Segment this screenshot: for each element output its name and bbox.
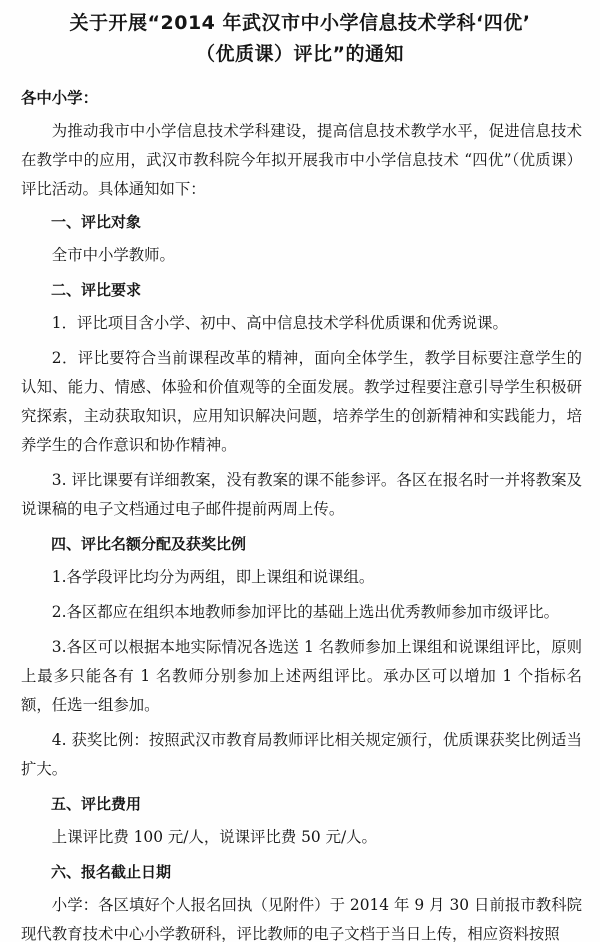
document-body (21, 84, 582, 942)
section-heading: 四、评比名额分配及获奖比例 (51, 535, 247, 553)
section-paragraph: 3. 评比课要有详细教案，没有教案的课不能参评。各区在报名时一并将教案及说课稿的电子文档通过电子邮件提前两周上传。 (21, 471, 582, 518)
section-paragraph: 1.各学段评比均分为两组，即上课组和说课组。 (51, 568, 375, 586)
section-paragraph: 4. 获奖比例：按照武汉市教育局教师评比相关规定颁行，优质课获奖比例适当扩大。 (21, 731, 582, 778)
document-title (0, 0, 600, 70)
title-line-1: 关于开展“2014 年武汉市中小学信息技术学科‘四优’ (69, 12, 531, 34)
intro-paragraph: 为推动我市中小学信息技术学科建设，提高信息技术教学水平，促进信息技术在教学中的应用，武汉市教科院今年拟开展我市中小学信息技术 “四优”（优质课）评比活动。具体通知如下： (21, 122, 582, 198)
title-line-2: （优质课）评比”的通知 (196, 43, 404, 65)
salutation: 各中小学： (21, 89, 98, 107)
section-paragraph: 2．评比要符合当前课程改革的精神，面向全体学生，教学目标要注意学生的认知、能力、情感、体验和价值观等的全面发展。教学过程要注意引导学生积极研究探索，主动获取知识，应用知识解决问题，培养学生的创新精神和实践能力，培养学生的合作意识和协作精神。 (21, 349, 582, 454)
section-heading: 一、评比对象 (51, 213, 142, 231)
section-paragraph: 全市中小学教师。 (51, 246, 175, 264)
section-paragraph: 小学：各区填好个人报名回执（见附件）于 2014 年 9 月 30 日前报市教科院现代教育技术中心小学教研科，评比教师的电子文档于当日上传，相应资料按照 (21, 896, 582, 942)
section-paragraph: 上课评比费 100 元/人，说课评比费 50 元/人。 (51, 828, 377, 846)
section-heading: 五、评比费用 (51, 795, 142, 813)
section-paragraph: 1．评比项目含小学、初中、高中信息技术学科优质课和优秀说课。 (51, 314, 508, 332)
section-heading: 六、报名截止日期 (51, 863, 172, 881)
section-heading: 二、评比要求 (51, 281, 142, 299)
section-paragraph: 2.各区都应在组织本地教师参加评比的基础上选出优秀教师参加市级评比。 (51, 603, 559, 621)
section-paragraph: 3.各区可以根据本地实际情况各选送 1 名教师参加上课组和说课组评比，原则上最多只能各有 1 名教师分别参加上述两组评比。承办区可以增加 1 个指标名额，任选一组参加。 (21, 638, 582, 714)
